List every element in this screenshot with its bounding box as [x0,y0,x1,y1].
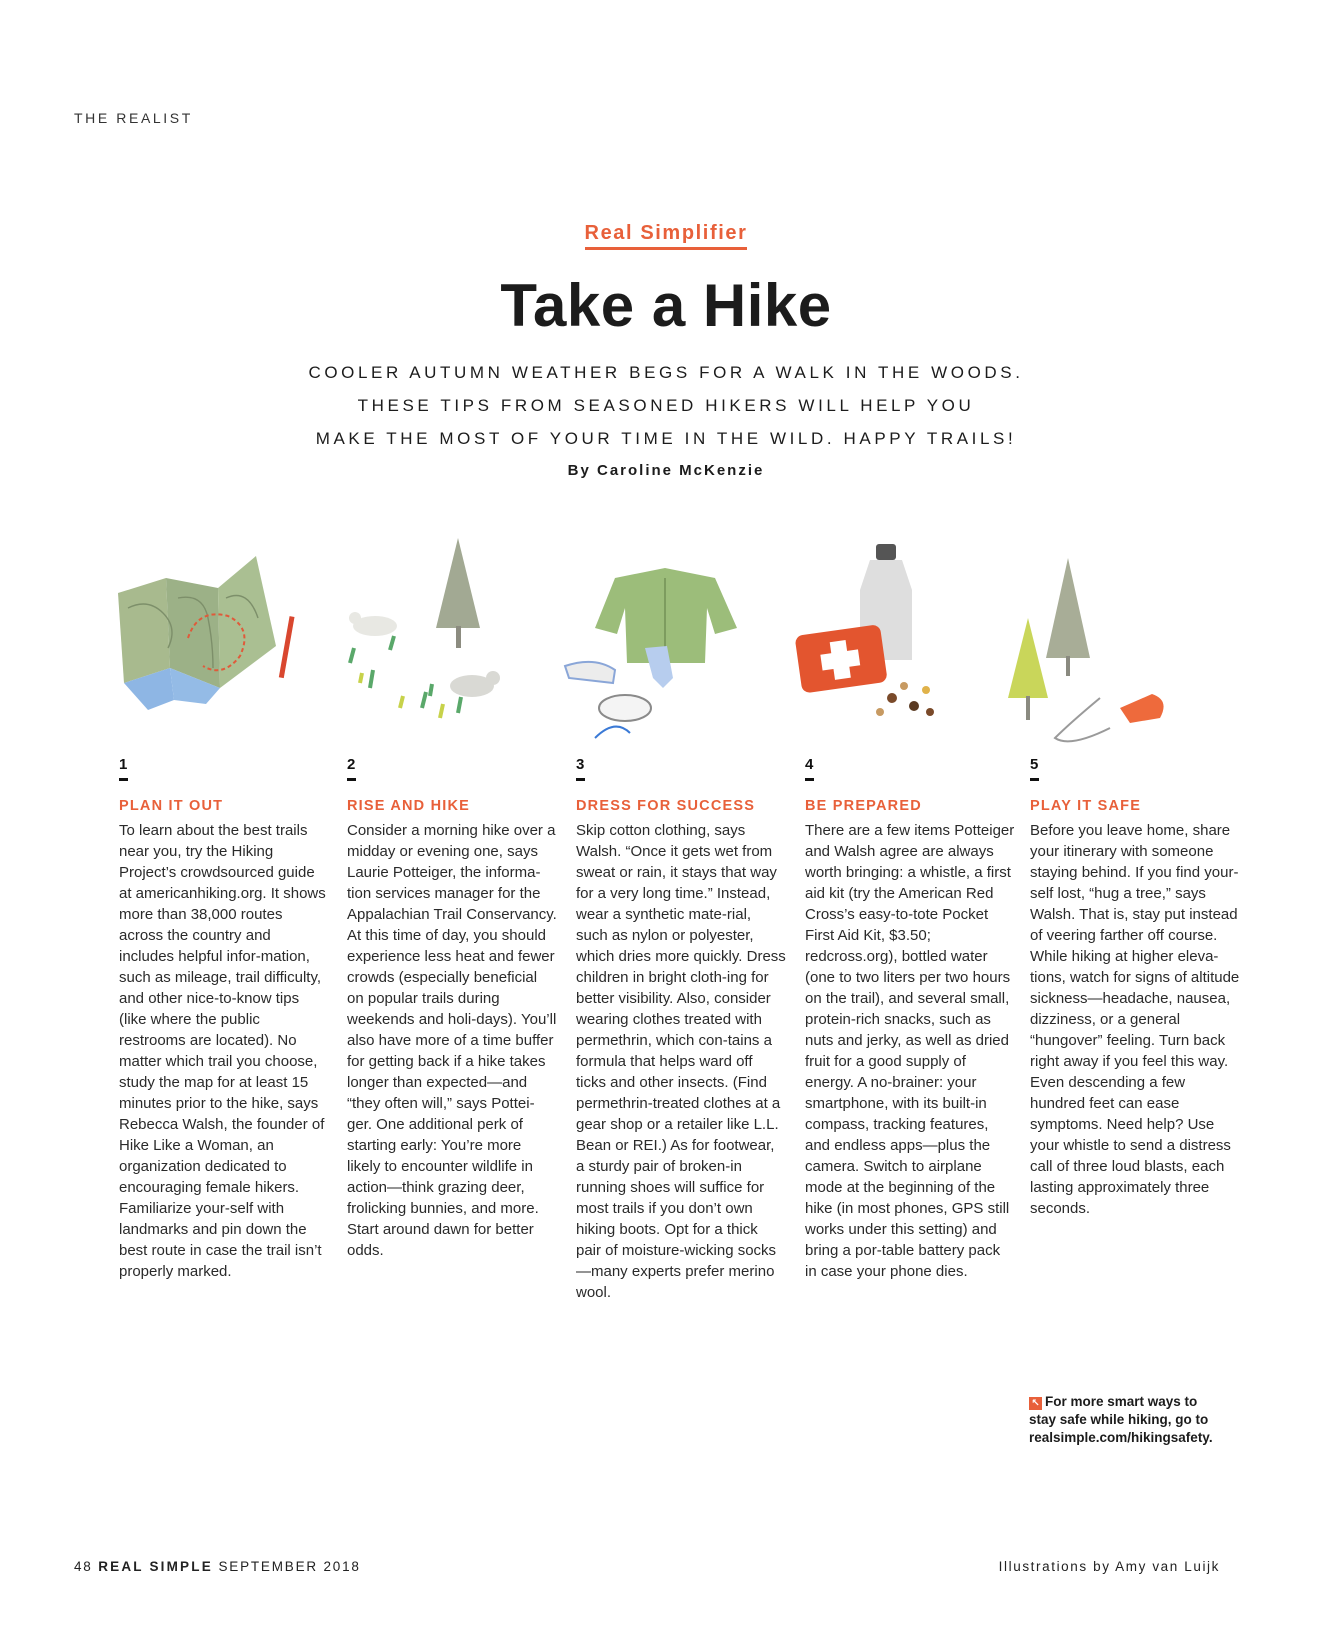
tip-number-rule [1030,778,1039,781]
jacket-shoes-illustration [555,538,775,768]
tip-title: PLAY IT SAFE [1030,798,1142,814]
tip-body: Consider a morning hike over a midday or evening one, says Laurie Potteiger, the informa-tion services manager for the Appalachian Trail Conservancy. At this time of day, you should experience less heat and fewer crowds (especially beneficial on popular trails during weekends and holi-days). You’ll also have more of a time buffer for getting back if a hike takes longer than expected—and “they often will,” says Pottei-ger. One additional perk of starting early: You’re more likely to encounter wildlife in action—think grazing deer, frolicking bunnies, and more. Start around dawn for better odds. [347,822,557,1259]
tip-rise-and-hike [347,756,557,1261]
bottle-firstaid-illustration [780,538,1000,768]
tip-number: 2 [347,756,356,773]
trail-map-illustration [108,538,328,768]
dek-line-3: MAKE THE MOST OF YOUR TIME IN THE WILD. HAPPY TRAILS! [315,429,1017,448]
tip-body: To learn about the best trails near you, try the Hiking Project’s crowdsourced guide at americanhiking.org. It shows more than 38,000 routes across the country and includes helpful infor-mation, such as mileage, trail difficulty, and other nice-to-know tips (like where the public restrooms are located). No matter which trail you choose, study the map for at least 15 minutes prior to the hike, says Rebecca Walsh, the founder of Hike Like a Woman, an organization dedicated to encouraging female hikers. Familiarize your-self with landmarks and pin down the best route in case the trail isn’t properly marked. [119,822,326,1280]
page-number: 48 [74,1559,93,1574]
arrow-icon: ↖ [1029,1397,1042,1410]
byline: By Caroline McKenzie [567,462,765,479]
tip-number: 4 [805,756,814,773]
tip-number-rule [119,778,128,781]
tip-number-rule [805,778,814,781]
tip-be-prepared [805,756,1015,1282]
tip-number: 1 [119,756,128,773]
illustration-credit: Illustrations by Amy van Luijk [998,1559,1220,1574]
tip-number-rule [576,778,585,781]
tip-body: There are a few items Potteiger and Walsh agree are always worth bringing: a whistle, a first aid kit (try the American Red Cross’s easy-to-tote Pocket First Aid Kit, $3.50; redcross.org), bottled water (one to two liters per two hours on the trail), and several small, protein-rich snacks, such as nuts and jerky, as well as dried fruit for a good supply of energy. A no-brainer: your smartphone, with its built-in compass, tracking features, and endless apps—plus the camera. Switch to airplane mode at the beginning of the hike (in most phones, GPS still works under this setting) and bring a por-table battery pack in case your phone dies. [805,822,1015,1280]
tip-title: RISE AND HIKE [347,798,471,814]
tip-dress-for-success [576,756,786,1303]
dek-line-2: THESE TIPS FROM SEASONED HIKERS WILL HELP YOU [357,396,975,415]
tip-number-rule [347,778,356,781]
tip-title: BE PREPARED [805,798,922,814]
tip-number: 5 [1030,756,1039,773]
tip-plan-it-out [119,756,329,1282]
kicker [0,222,1332,250]
folio [74,1559,361,1574]
kicker-label: Real Simplifier [585,222,748,250]
tip-number: 3 [576,756,585,773]
tip-body: Before you leave home, share your itinerary with someone staying behind. If you find your-self lost, “hug a tree,” says Walsh. That is, stay put instead of veering farther off course. While hiking at higher eleva-tions, watch for signs of altitude sickness—headache, nausea, dizziness, or a general “hungover” feeling. Turn back right away if you feel this way. Even descending a few hundred feet can ease symptoms. Need help? Use your whistle to send a distress call of three loud blasts, each lasting approximately three seconds. [1030,822,1240,1217]
trees-whistle-illustration [1000,538,1220,768]
tip-play-it-safe [1030,756,1240,1219]
rabbits-illustration [330,538,550,768]
headline: Take a Hike [500,272,832,339]
section-label: THE REALIST [74,110,193,126]
more-info-text: For more smart ways to stay safe while hiking, go to realsimple.com/hikingsafety. [1029,1394,1213,1445]
magazine-name: REAL SIMPLE [98,1559,213,1574]
issue-date: SEPTEMBER 2018 [218,1559,361,1574]
tip-title: PLAN IT OUT [119,798,224,814]
tip-body: Skip cotton clothing, says Walsh. “Once it gets wet from sweat or rain, it stays that way for a very long time.” Instead, wear a synthetic mate-rial, such as nylon or polyester, which dries more quickly. Dress children in bright cloth-ing for better visibility. Also, consider wearing clothes treated with permethrin, which con-tains a formula that helps ward off ticks and other insects. (Find permethrin-treated clothes at a gear shop or a retailer like L.L. Bean or REI.) As for footwear, a sturdy pair of broken-in running shoes will suffice for most trails if you don’t own hiking boots. Opt for a thick pair of moisture-wicking socks—many experts prefer merino wool. [576,822,786,1301]
tip-title: DRESS FOR SUCCESS [576,798,756,814]
dek [0,356,1332,455]
dek-line-1: COOLER AUTUMN WEATHER BEGS FOR A WALK IN THE WOODS. [308,363,1024,382]
more-info-callout [1029,1393,1219,1447]
